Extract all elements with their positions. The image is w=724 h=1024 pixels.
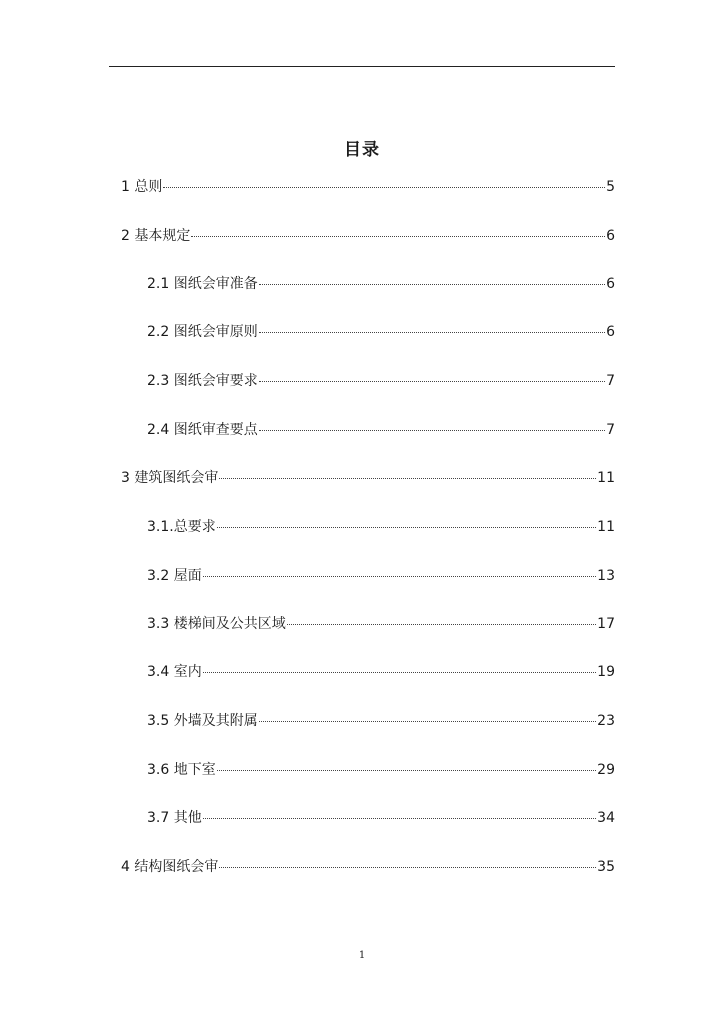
toc-title: 目录	[344, 140, 380, 160]
toc-dot-leader	[217, 770, 596, 771]
toc-entry-label: 3 建筑图纸会审	[121, 470, 219, 486]
toc-entry-label: 3.4 室内	[147, 664, 202, 680]
toc-entry-2-3[interactable]	[147, 371, 615, 391]
toc-dot-leader	[259, 381, 605, 382]
toc-entry-2-1[interactable]	[147, 274, 615, 294]
toc-entry-3-4[interactable]	[147, 662, 615, 682]
toc-entry-3-1[interactable]	[147, 517, 615, 537]
toc-dot-leader	[259, 430, 605, 431]
toc-entry-page: 35	[597, 859, 615, 875]
toc-entry-page: 7	[606, 373, 615, 389]
toc-dot-leader	[203, 672, 596, 673]
toc-dot-leader	[163, 187, 605, 188]
toc-entry-2[interactable]	[121, 226, 615, 246]
toc-entry-label: 3.3 楼梯间及公共区域	[147, 616, 286, 632]
toc-entry-2-2[interactable]	[147, 322, 615, 342]
toc-entry-label: 4 结构图纸会审	[121, 859, 219, 875]
toc-dot-leader	[219, 478, 596, 479]
toc-entry-2-4[interactable]	[147, 420, 615, 440]
toc-dot-leader	[203, 818, 596, 819]
toc-entry-3-5[interactable]	[147, 711, 615, 731]
toc-dot-leader	[217, 527, 596, 528]
toc-dot-leader	[259, 332, 605, 333]
toc-entry-page: 17	[597, 616, 615, 632]
toc-entry-label: 2.2 图纸会审原则	[147, 324, 258, 340]
toc-entry-page: 5	[606, 179, 615, 195]
toc-entry-label: 3.5 外墙及其附属	[147, 713, 258, 729]
toc-entry-4[interactable]	[121, 857, 615, 877]
toc-entry-3-2[interactable]	[147, 566, 615, 586]
toc-entry-label: 2.3 图纸会审要求	[147, 373, 258, 389]
toc-entry-3-6[interactable]	[147, 760, 615, 780]
toc-entry-page: 6	[606, 276, 615, 292]
toc-entry-page: 34	[597, 810, 615, 826]
toc-entry-page: 29	[597, 762, 615, 778]
toc-entry-label: 2.4 图纸审查要点	[147, 422, 258, 438]
toc-entry-page: 6	[606, 324, 615, 340]
toc-entry-3[interactable]	[121, 468, 615, 488]
toc-entry-page: 7	[606, 422, 615, 438]
toc-entry-label: 3.6 地下室	[147, 762, 216, 778]
toc-entry-label: 2 基本规定	[121, 228, 191, 244]
toc-entry-page: 11	[597, 519, 615, 535]
toc-entry-page: 23	[597, 713, 615, 729]
toc-entry-page: 11	[597, 470, 615, 486]
toc-entry-label: 3.1.总要求	[147, 519, 216, 535]
toc-dot-leader	[219, 867, 596, 868]
header-rule	[109, 66, 615, 67]
toc-entry-label: 3.2 屋面	[147, 568, 202, 584]
toc-dot-leader	[259, 721, 596, 722]
toc-entry-label: 1 总则	[121, 179, 163, 195]
toc-dot-leader	[203, 576, 596, 577]
toc-entry-1[interactable]	[121, 177, 615, 197]
toc-entry-3-7[interactable]	[147, 808, 615, 828]
toc-entry-3-3[interactable]	[147, 614, 615, 634]
toc-dot-leader	[191, 236, 605, 237]
toc-entry-page: 6	[606, 228, 615, 244]
toc-dot-leader	[287, 624, 596, 625]
toc-entry-label: 2.1 图纸会审准备	[147, 276, 258, 292]
toc-entry-page: 19	[597, 664, 615, 680]
page-number: 1	[358, 950, 366, 961]
toc-dot-leader	[259, 284, 605, 285]
toc-entry-label: 3.7 其他	[147, 810, 202, 826]
toc-entry-page: 13	[597, 568, 615, 584]
